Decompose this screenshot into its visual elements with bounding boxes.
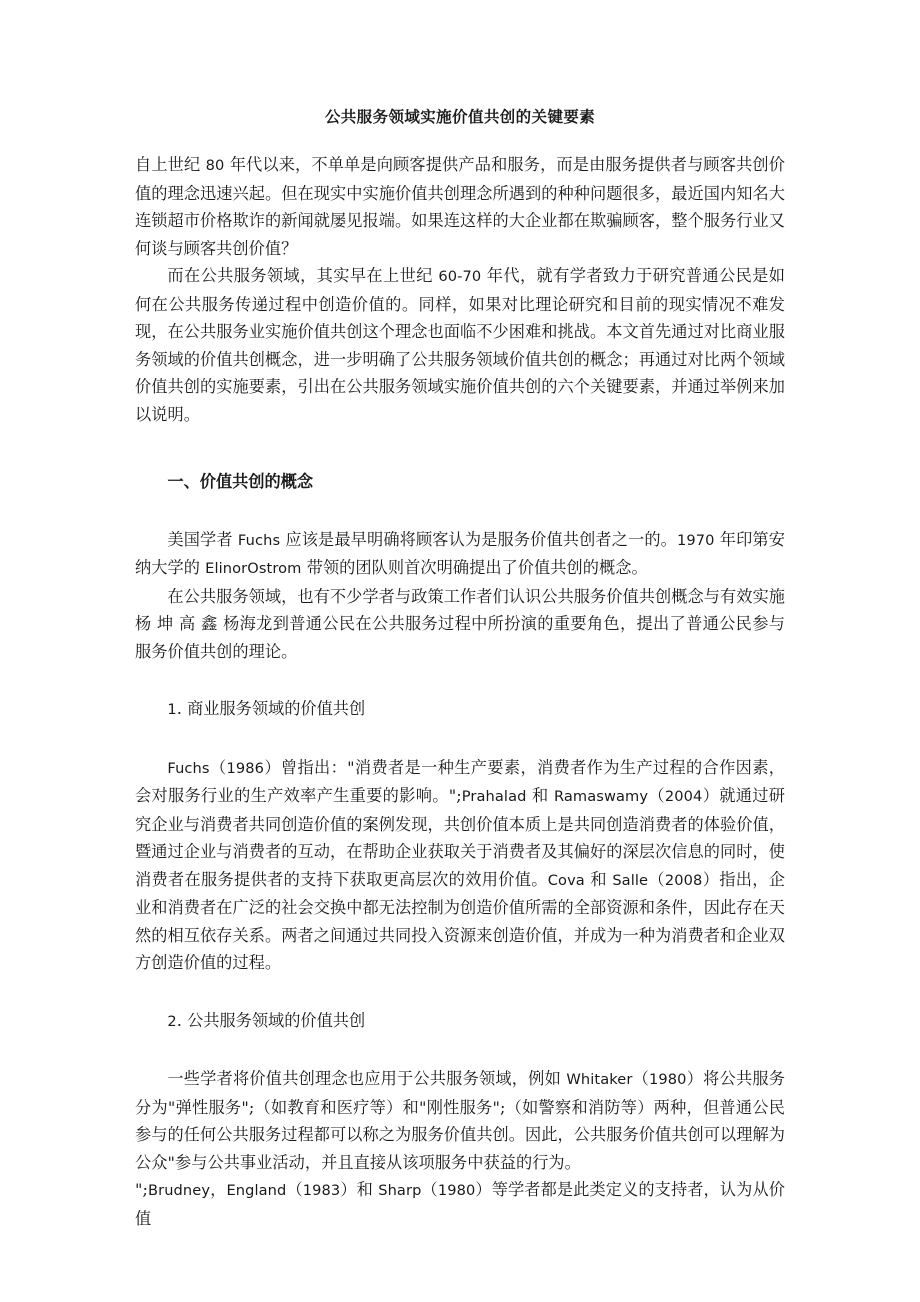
latin-text-run: Prahalad bbox=[461, 788, 527, 805]
latin-text-run: 1980 bbox=[649, 1071, 687, 1088]
latin-text-run: 1980 bbox=[437, 1182, 476, 1199]
latin-text-run: 1986 bbox=[226, 759, 265, 777]
spacer bbox=[135, 977, 785, 1007]
latin-text-run: Brudney bbox=[148, 1182, 211, 1199]
latin-text-run: Sharp bbox=[378, 1182, 422, 1199]
paragraph-fuchs-ostrom: 美国学者 Fuchs 应该是最早明确将顾客认为是服务价值共创者之一的。1970 年印第安纳大学的 ElinorOstrom 带领的团队则首次明确提出了价值共创的概念。 bbox=[135, 529, 785, 577]
spacer bbox=[135, 1035, 785, 1065]
latin-text-run: 1 bbox=[167, 701, 177, 718]
latin-text-run: 2004 bbox=[664, 788, 703, 805]
latin-text-run: Fuchs bbox=[167, 759, 210, 777]
latin-text-run: Cova bbox=[547, 871, 585, 889]
paragraph-intro-1: 自上世纪 80 年代以来，不单单是向顾客提供产品和服务，而是由服务提供者与顾客共创价值的理念迅速兴起。但在现实中实施价值共创理念所遇到的种种问题很多，最近国内知名大连锁超市价格欺诈的新闻就屡见报端。如果连这样的大企业都在欺骗顾客，整个服务行业又何谈与顾客共创价值？ bbox=[135, 155, 785, 258]
paragraph-public-service-scholars: 在公共服务领域，也有不少学者与政策工作者们认识公共服务价值共创概念与有效实施杨 坤 高 鑫 杨海龙到普通公民在公共服务过程中所扮演的重要角色，提出了普通公民参与服务价值共创的理论。 bbox=[135, 586, 785, 661]
page-title: 公共服务领域实施价值共创的关键要素 bbox=[324, 107, 596, 126]
paragraph-brudney-sharp: ";Brudney，England（1983）和 Sharp（1980）等学者都是此类定义的支持者，认为从价值 bbox=[135, 1180, 785, 1228]
latin-text-run: 1983 bbox=[302, 1182, 341, 1199]
spacer bbox=[135, 724, 785, 754]
latin-text-run: 1970 bbox=[676, 531, 715, 549]
latin-text-run: 2 bbox=[167, 1012, 177, 1030]
latin-text-run: ElinorOstrom bbox=[205, 560, 302, 577]
latin-text-run: Fuchs bbox=[237, 531, 281, 549]
section-heading-value-cocreation-concept: 一、价值共创的概念 bbox=[167, 472, 314, 491]
latin-text-run: 80 bbox=[205, 157, 225, 174]
paragraph-commercial-cocreation: Fuchs（1986）曾指出："消费者是一种生产要素，消费者作为生产过程的合作因素，会对服务行业的生产效率产生重要的影响。";Prahalad 和 Ramaswamy（2004）就通过研究企业与消费者共同创造价值的案例发现，共创价值本质上是共同创造消费者的体验价值，暨通过企业与消费者的互动，在帮助企业获取关于消费者及其偏好的深层次信息的同时，使消费者在服务提供者的支持下获取更高层次的效用价值。Cova 和 Salle（2008）指出，企业和消费者在广泛的社会交换中都无法控制为创造价值所需的全部资源和条件，因此存在天然的相互依存关系。两者之间通过共同投入资源来创造价值，并成为一种为消费者和企业双方创造价值的过程。 bbox=[135, 757, 786, 972]
latin-text-run: 2008 bbox=[664, 871, 703, 889]
spacer bbox=[135, 428, 785, 468]
paragraph-whitaker-public-service: 一些学者将价值共创理念也应用于公共服务领域，例如 Whitaker（1980）将公共服务分为"弹性服务";（如教育和医疗等）和"刚性服务";（如警察和消防等）两种，但普通公民参与的任何公共服务过程都可以称之为服务价值共创。因此，公共服务价值共创可以理解为公众"参与公共事业活动，并且直接从该项服务中获益的行为。 bbox=[135, 1069, 785, 1172]
subsection-heading-commercial-service: 1. 商业服务领域的价值共创 bbox=[167, 699, 366, 718]
latin-text-run: Whitaker bbox=[566, 1071, 633, 1088]
latin-text-run: Ramaswamy bbox=[553, 788, 649, 805]
spacer bbox=[135, 665, 785, 695]
latin-text-run: England bbox=[226, 1182, 287, 1199]
latin-text-run: Salle bbox=[612, 871, 649, 889]
subsection-heading-public-service: 2. 公共服务领域的价值共创 bbox=[167, 1010, 366, 1030]
latin-text-run: 60-70 bbox=[438, 268, 482, 285]
spacer bbox=[135, 496, 785, 526]
paragraph-intro-2: 而在公共服务领域，其实早在上世纪 60-70 年代，就有学者致力于研究普通公民是如何在公共服务传递过程中创造价值的。同样，如果对比理论研究和目前的现实情况不难发现，在公共服务业实施价值共创这个理念也面临不少困难和挑战。本文首先通过对比商业服务领域的价值共创概念，进一步明确了公共服务领域价值共创的概念；再通过对比两个领域价值共创的实施要素，引出在公共服务领域实施价值共创的六个关键要素，并通过举例来加以说明。 bbox=[135, 266, 785, 424]
